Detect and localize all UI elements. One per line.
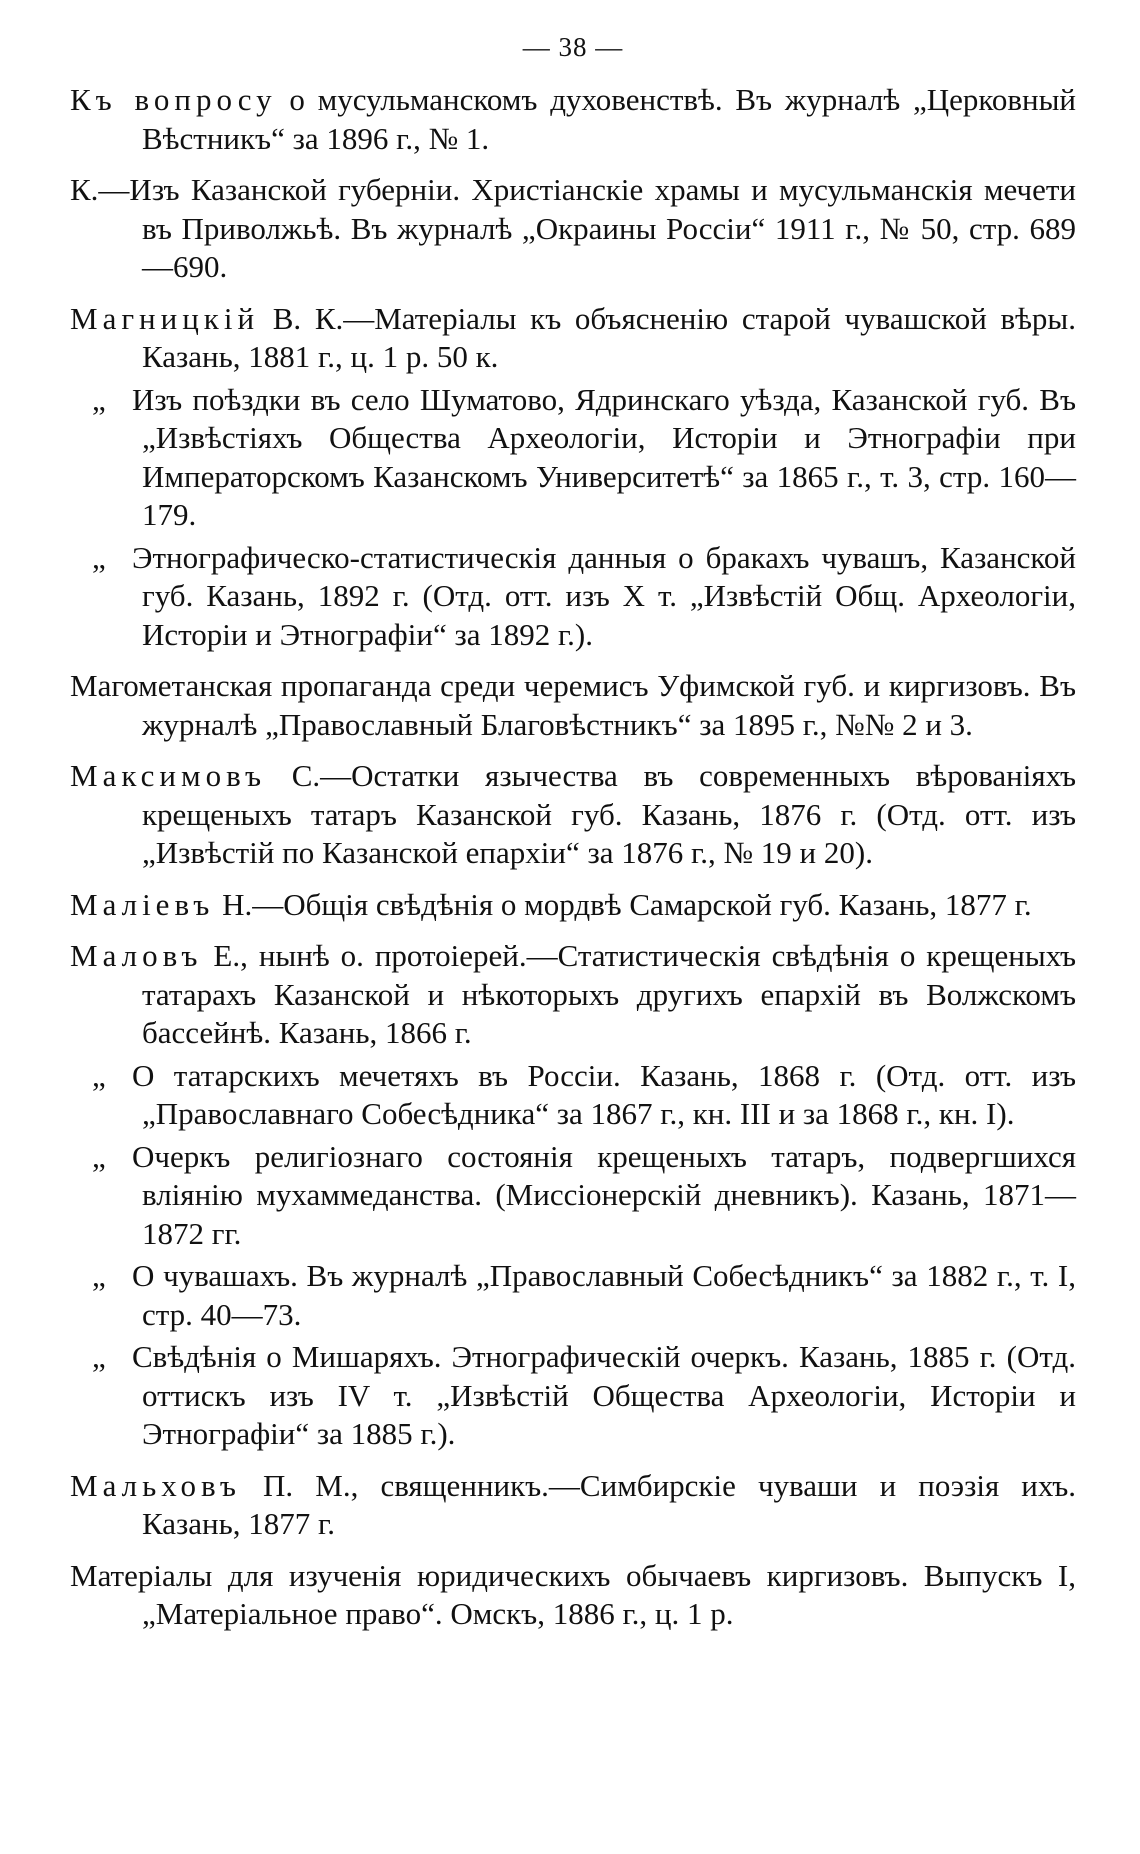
bibliography-entry: [70, 171, 1076, 287]
entry-text: Магометанская пропаганда среди черемисъ Уфимской губ. и киргизовъ. Въ журналѣ „Православный Благовѣстникъ“ за 1895 г., №№ 2 и 3.: [70, 668, 1076, 742]
entry-author: Маліевъ: [70, 886, 215, 922]
bibliography-subentry: [70, 1138, 1076, 1254]
ditto-mark: „: [92, 1138, 106, 1174]
bibliography-subentry: [70, 1338, 1076, 1454]
entry-text: Этнографическо-статистическія данныя о бракахъ чувашъ, Казанской губ. Казань, 1892 г. (Отд. отт. изъ X т. „Извѣстій Общ. Археологіи, Исторіи и Этнографіи“ за 1892 г.).: [132, 539, 1076, 652]
bibliography-entry: [70, 300, 1076, 377]
ditto-mark: „: [92, 539, 106, 575]
entry-text: О чувашахъ. Въ журналѣ „Православный Собесѣдникъ“ за 1882 г., т. I, стр. 40—73.: [132, 1258, 1076, 1332]
entry-text: Н.—Общія свѣдѣнія о мордвѣ Самарской губ. Казань, 1877 г.: [214, 886, 1032, 922]
bibliography-subentry: [70, 381, 1076, 535]
entry-author: Максимовъ: [70, 758, 266, 793]
ditto-mark: „: [92, 381, 106, 417]
entry-text: Е., нынѣ о. протоіерей.—Статистическія свѣдѣнія о крещеныхъ татарахъ Казанской и нѣкоторыхъ другихъ епархій въ Волжскомъ бассейнѣ. Казань, 1866 г.: [142, 938, 1076, 1050]
bibliography-entry: [70, 667, 1076, 744]
entry-text: С.—Остатки язычества въ современныхъ вѣрованіяхъ крещеныхъ татаръ Казанской губ. Казань, 1876 г. (Отд. отт. изъ „Извѣстій по Казанской епархіи“ за 1876 г., № 19 и 20).: [142, 758, 1076, 870]
entry-author: Мальховъ: [70, 1467, 241, 1503]
page-number: — 38 —: [522, 32, 624, 62]
entry-text: о мусульманскомъ духовенствѣ. Въ журналѣ „Церковный Вѣстникъ“ за 1896 г., № 1.: [142, 82, 1076, 156]
ditto-mark: „: [92, 1057, 106, 1093]
entry-text: В. К.—Матеріалы къ объясненію старой чувашской вѣры. Казань, 1881 г., ц. 1 р. 50 к.: [142, 300, 1076, 374]
entry-author: Магницкій: [70, 300, 260, 336]
bibliography-entry: [70, 81, 1076, 158]
entry-text: П. М., священникъ.—Симбирскіе чуваши и поэзія ихъ. Казань, 1877 г.: [142, 1467, 1076, 1541]
entry-text: К.—Изъ Казанской губерніи. Христіанскіе храмы и мусульманскія мечети въ Приволжьѣ. Въ журналѣ „Окраины Россіи“ 1911 г., № 50, стр. 689—690.: [70, 172, 1076, 284]
bibliography-subentry: [70, 1257, 1076, 1334]
bibliography-entry: [70, 886, 1076, 925]
ditto-mark: „: [92, 1258, 106, 1293]
entry-text: Очеркъ религіознаго состоянія крещеныхъ татаръ, подвергшихся вліянію мухаммеданства. (Миссіонерскій дневникъ). Казань, 1871—1872 гг.: [132, 1138, 1076, 1251]
entry-text: Изъ поѣздки въ село Шуматово, Ядринскаго уѣзда, Казанской губ. Въ „Извѣстіяхъ Общества Археологіи, Исторіи и Этнографіи при Императорскомъ Казанскомъ Университетѣ“ за 1865 г., т. 3, стр. 160—179.: [132, 381, 1076, 532]
bibliography-entry: [70, 757, 1076, 873]
entry-text: О татарскихъ мечетяхъ въ Россіи. Казань, 1868 г. (Отд. отт. изъ „Православнаго Собесѣдника“ за 1867 г., кн. III и за 1868 г., кн. I).: [132, 1057, 1076, 1131]
bibliography-entry: [70, 1467, 1076, 1544]
entry-text: Свѣдѣнія о Мишаряхъ. Этнографическій очеркъ. Казань, 1885 г. (Отд. оттискъ изъ IV т. „Извѣстій Общества Археологіи, Исторіи и Этнографіи“ за 1885 г.).: [132, 1339, 1076, 1451]
bibliography-subentry: [70, 539, 1076, 655]
entry-author: Маловъ: [70, 938, 203, 973]
bibliography-list: [70, 81, 1076, 1634]
bibliography-entry: [70, 937, 1076, 1053]
ditto-mark: „: [92, 1339, 106, 1374]
entry-author: Къ вопросу: [70, 82, 277, 117]
bibliography-subentry: [70, 1057, 1076, 1134]
entry-text: Матеріалы для изученія юридическихъ обычаевъ киргизовъ. Выпускъ I, „Матеріальное право“. Омскъ, 1886 г., ц. 1 р.: [70, 1557, 1076, 1631]
bibliography-entry: [70, 1557, 1076, 1634]
